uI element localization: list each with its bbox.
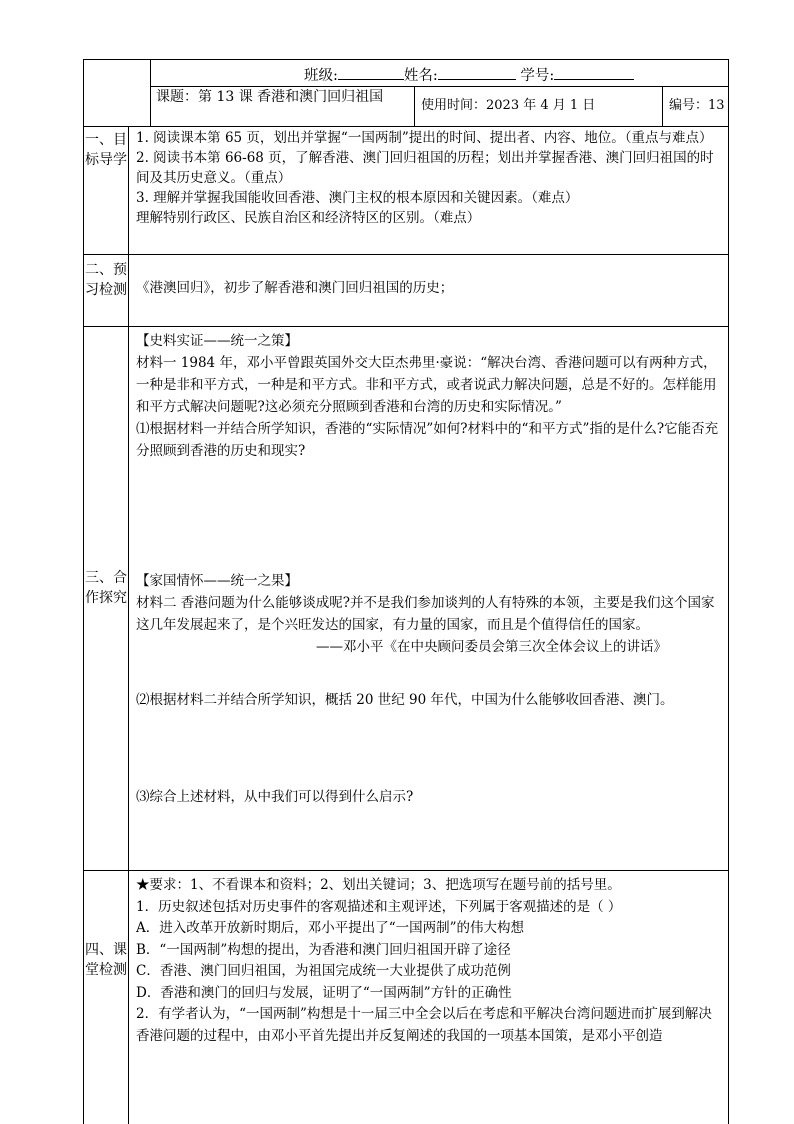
goal-item: 2. 阅读书本第 66-68 页，了解香港、澳门回归祖国的历程；划出并掌握香港、澳门回归祖国的时间及其历史意义。（重点） <box>136 150 714 186</box>
lesson-plan-table <box>83 59 729 1124</box>
test-requirement: ★要求：1、不看课本和资料；2、划出关键词；3、把选项写在题号前的括号里。 <box>136 877 621 893</box>
goal-item: 1. 阅读课本第 65 页，划出并掌握“一国两制”提出的时间、提出者、内容、地位。（重点与难点） <box>136 130 713 146</box>
explore-label: 三、合作探究 <box>85 570 127 606</box>
question-three: ⑶综合上述材料，从中我们可以得到什么启示? <box>136 789 414 805</box>
usage-date: 使用时间：2023 年 4 月 1 日 <box>421 98 596 113</box>
option-b: B．“一国两制”构想的提出，为香港和澳门回归祖国开辟了途径 <box>136 941 511 958</box>
header-left-divider <box>150 60 151 126</box>
row-divider-preview <box>84 254 728 255</box>
label-column-divider <box>128 126 129 1124</box>
section-heading: 【史料实证——统一之策】 <box>136 333 298 349</box>
option-d: D．香港和澳门的回归与发展，证明了“一国两制”方针的正确性 <box>136 984 512 1001</box>
preview-text: 《港澳回归》，初步了解香港和澳门回归祖国的历史； <box>136 280 454 296</box>
student-info-line <box>304 64 634 85</box>
goal-item: 3. 理解并掌握我国能收回香港、澳门主权的根本原因和关键因素。（难点） <box>136 190 579 206</box>
test-question-one: 1．历史叙述包括对历史事件的客观描述和主观评述，下列属于客观描述的是（ ） <box>136 898 622 915</box>
name-label: 姓名: <box>403 68 438 84</box>
material-two-source: ——邓小平《在中央顾问委员会第三次全体会议上的讲话》 <box>316 639 667 655</box>
explore-content <box>136 330 722 462</box>
option-a: A．进入改革开放新时期后，邓小平提出了“一国两制”的伟大构想 <box>136 920 525 936</box>
section-heading: 【家国情怀——统一之果】 <box>136 573 298 589</box>
goals-label: 一、目标导学 <box>85 132 127 168</box>
question-one: ⑴根据材料一并结合所学知识，香港的“实际情况”如何?材料中的“和平方式”指的是什么?它能否充分照顾到香港的历史和现实? <box>136 421 719 459</box>
number-label: 学号: <box>520 68 555 84</box>
row-divider-explore <box>84 326 728 327</box>
material-one: 材料一 1984 年，邓小平曾跟英国外交大臣杰弗里·豪说：“解决台湾、香港问题可以有两种方式，一种是非和平方式，一种是和平方式。非和平方式，或者说武力解决问题，总是不好的。怎样能用和平方式解决问题呢?这必须充分照顾到香港和台湾的历史和实际情况。” <box>136 355 717 415</box>
material-two: 材料二 香港问题为什么能够谈成呢?并不是我们参加谈判的人有特殊的本领，主要是我们这个国家这几年发展起来了，是个兴旺发达的国家，有力量的国家，而且是个值得信任的国家。 <box>136 595 715 633</box>
topic-date-divider <box>414 86 415 126</box>
question-two: ⑵根据材料二并结合所学知识，概括 20 世纪 90 年代，中国为什么能够收回香港、澳门。 <box>136 692 674 708</box>
row-divider-test <box>84 870 728 871</box>
class-label: 班级: <box>304 68 338 84</box>
class-blank[interactable] <box>338 64 404 80</box>
name-blank[interactable] <box>438 64 516 80</box>
number-blank[interactable] <box>554 64 634 80</box>
goal-item: 理解特别行政区、民族自治区和经济特区的区别。（难点） <box>136 210 481 226</box>
goals-content <box>136 128 724 228</box>
option-c: C．香港、澳门回归祖国，为祖国完成统一大业提供了成功范例 <box>136 963 511 979</box>
preview-label: 二、预习检测 <box>85 262 127 298</box>
explore-content-2 <box>136 570 722 658</box>
test-content <box>136 875 724 1047</box>
date-serial-divider <box>662 86 663 126</box>
test-question-two: 2．有学者认为，“一国两制”构想是十一届三中全会以后在考虑和平解决台湾问题进而扩展到解决香港问题的过程中，由邓小平首先提出并反复阐述的我国的一项基本国策，是邓小平创造 <box>136 1006 712 1044</box>
row-divider-goals <box>84 126 728 127</box>
serial-number: 编号：13 <box>669 98 725 113</box>
lesson-topic: 课题：第 13 课 香港和澳门回归祖国 <box>156 89 384 105</box>
test-label: 四、课堂检测 <box>85 942 127 978</box>
